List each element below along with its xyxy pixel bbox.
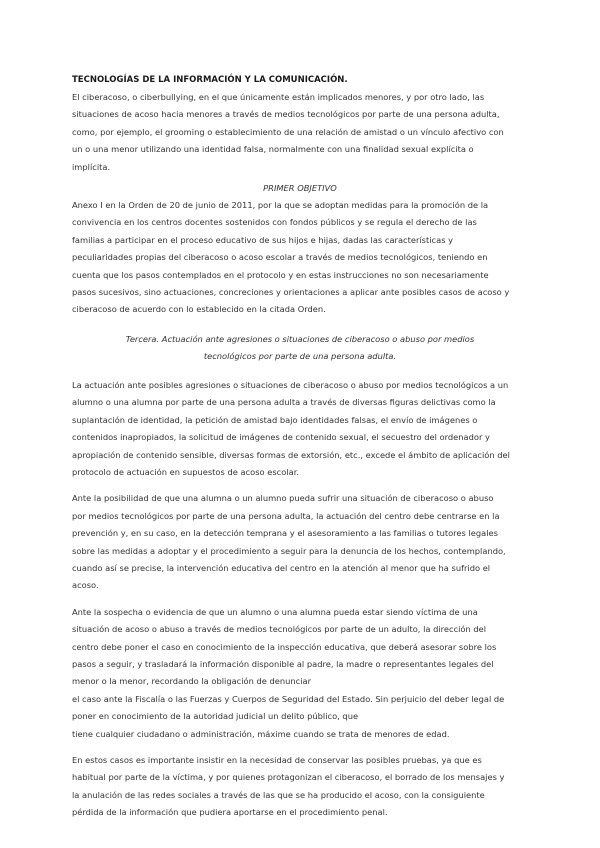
text-line: menor o la menor, recordando la obligación de denunciar xyxy=(72,676,312,687)
text-line: poner en conocimiento de la autoridad judicial un delito público, que xyxy=(72,711,359,722)
text-line: acoso. xyxy=(72,580,99,591)
annex-paragraph xyxy=(72,197,528,319)
text-line: un o una menor utilizando una identidad falsa, normalmente con una finalidad sexual explícita o xyxy=(72,144,474,155)
section-title: PRIMER OBJETIVO xyxy=(263,183,337,194)
body-paragraph-4 xyxy=(72,752,528,822)
text-line: el caso ante la Fiscalía o las Fuerzas y Cuerpos de Seguridad del Estado. Sin perjuicio del deber legal de xyxy=(72,693,505,704)
text-line: familias a participar en el proceso educativo de sus hijos e hijas, dadas las características y xyxy=(72,234,454,245)
text-line: protocolo de actuación en supuestos de acoso escolar. xyxy=(72,466,299,477)
text-line: suplantación de identidad, la petición de amistad bajo identidades falsas, el envío de imágenes o xyxy=(72,414,478,425)
text-line: Anexo I en la Orden de 20 de junio de 2011, por la que se adoptan medidas para la promoción de la xyxy=(72,200,489,211)
body-paragraph-1 xyxy=(72,377,528,481)
text-line: por medios tecnológicos por parte de una persona adulta, la actuación del centro debe centrarse en la xyxy=(72,510,500,521)
text-line: pérdida de la información que pudiera aportarse en el procedimiento penal. xyxy=(72,807,388,818)
text-line: prevención y, en su caso, en la detección temprana y el asesoramiento a las familias o tutores legales xyxy=(72,528,498,539)
text-line: situaciones de acoso hacia menores a través de medios tecnológicos por parte de una persona adulta, xyxy=(72,109,500,120)
document-heading: TECNOLOGÍAS DE LA INFORMACIÓN Y LA COMUNICACIÓN. xyxy=(72,75,348,85)
text-line: como, por ejemplo, el grooming o establecimiento de una relación de amistad o un vínculo afectivo con xyxy=(72,126,504,137)
body-paragraph-2 xyxy=(72,490,528,594)
body-paragraph-3 xyxy=(72,604,528,743)
text-line: pasos a seguir, y trasladará la información disponible al padre, la madre o representantes legales del xyxy=(72,658,494,669)
text-line: La actuación ante posibles agresiones o situaciones de ciberacoso o abuso por medios tecnológicos a un xyxy=(72,379,509,390)
text-line: ciberacoso de acuerdo con lo establecido en la citada Orden. xyxy=(72,304,326,315)
text-line: tiene cualquier ciudadano o administración, máxime cuando se trata de menores de edad. xyxy=(72,728,450,739)
subsection-title xyxy=(72,331,528,365)
document-body xyxy=(72,72,528,822)
subsection-title-line: Tercera. Actuación ante agresiones o situaciones de ciberacoso o abuso por medios xyxy=(125,333,475,344)
text-line: situación de acoso o abuso a través de medios tecnológicos por parte de un adulto, la dirección del xyxy=(72,624,487,635)
text-line: apropiación de contenido sensible, diversas formas de extorsión, etc., excede el ámbito de aplicación del xyxy=(72,449,510,460)
text-line: la anulación de las redes sociales a través de las que se ha producido el acoso, con la consiguiente xyxy=(72,789,485,800)
text-line: Ante la sospecha o evidencia de que un alumno o una alumna pueda estar siendo víctima de una xyxy=(72,606,478,617)
text-line: contenidos inapropiados, la solicitud de imágenes de contenido sexual, el secuestro del ordenador y xyxy=(72,432,490,443)
text-line: pasos sucesivos, sino actuaciones, concreciones y orientaciones a aplicar ante posibles casos de acoso y xyxy=(72,287,510,298)
text-line: Ante la posibilidad de que una alumna o un alumno pueda sufrir una situación de ciberacoso o abuso xyxy=(72,493,494,504)
intro-paragraph xyxy=(72,89,528,176)
text-line: cuenta que los pasos contemplados en el protocolo y en estas instrucciones no son necesariamente xyxy=(72,269,489,280)
text-line: convivencia en los centros docentes sostenidos con fondos públicos y se regula el derecho de las xyxy=(72,217,477,228)
text-line: habitual por parte de la víctima, y por quienes protagonizan el ciberacoso, el borrado de los mensajes y xyxy=(72,772,505,783)
text-line: En estos casos es importante insistir en la necesidad de conservar las posibles pruebas, ya que es xyxy=(72,755,482,765)
text-line: El ciberacoso, o ciberbullying, en el que únicamente están implicados menores, y por otro lado, las xyxy=(72,92,485,102)
text-line: implícita. xyxy=(72,161,111,172)
text-line: alumno o una alumna por parte de una persona adulta a través de diversas figuras delictivas como la xyxy=(72,397,496,408)
subsection-title-line: tecnológicos por parte de una persona adulta. xyxy=(203,350,397,361)
text-line: sobre las medidas a adoptar y el procedimiento a seguir para la denuncia de los hechos, contemplando, xyxy=(72,545,506,556)
text-line: peculiaridades propias del ciberacoso o acoso escolar a través de medios tecnológicos, teniendo en xyxy=(72,252,488,263)
text-line: cuando así se precise, la intervención educativa del centro en la atención al menor que ha sufrido el xyxy=(72,562,491,573)
text-line: centro debe poner el caso en conocimiento de la inspección educativa, que deberá asesorar sobre los xyxy=(72,641,497,652)
